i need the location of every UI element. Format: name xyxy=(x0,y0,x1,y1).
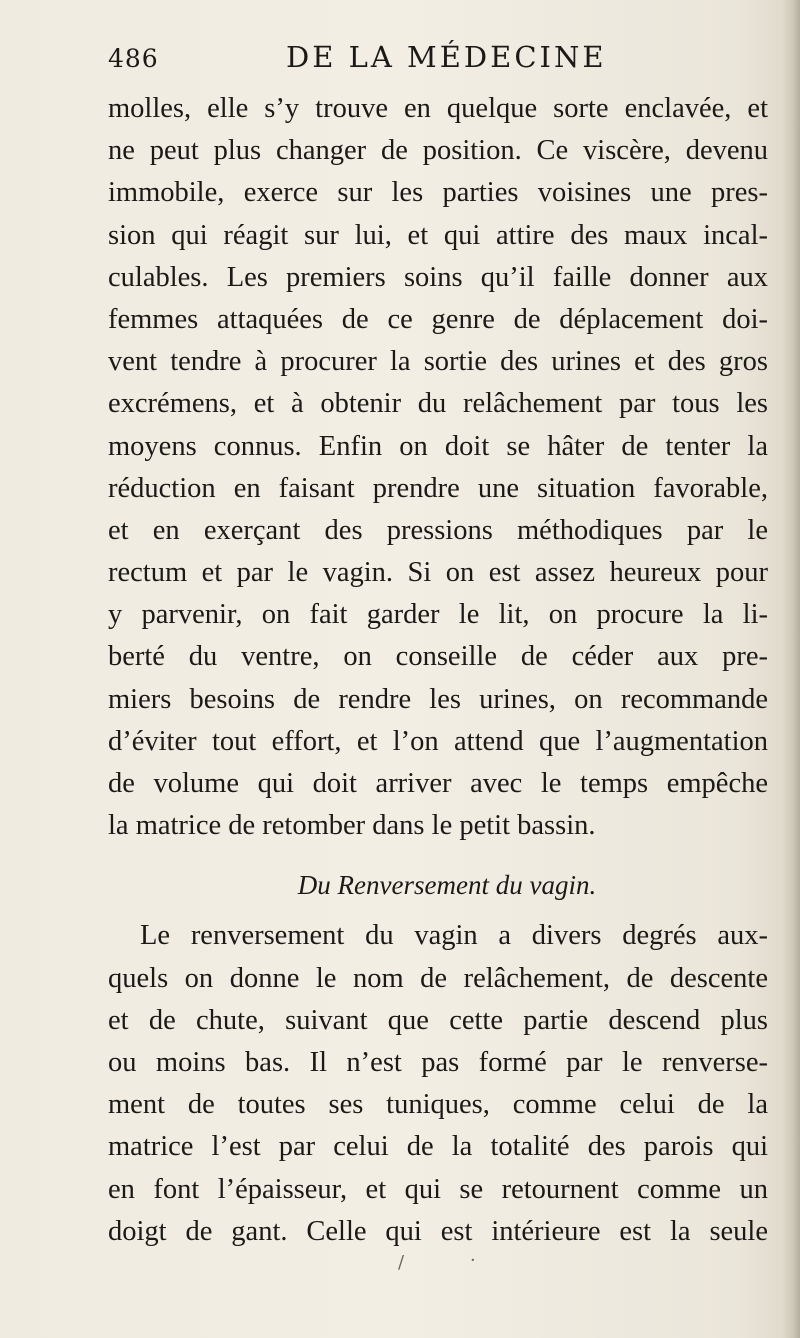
text-line: ou moins bas. Il n’est pas formé par le renverse- xyxy=(108,1046,768,1078)
text-line: réduction en faisant prendre une situation favorable, xyxy=(108,472,768,504)
text-line: femmes attaquées de ce genre de déplacement doi- xyxy=(108,303,768,335)
text-line: et de chute, suivant que cette partie descend plus xyxy=(108,1004,768,1036)
text-line: matrice l’est par celui de la totalité des parois qui xyxy=(108,1131,768,1163)
paragraph-2 xyxy=(108,915,768,1253)
running-title: DE LA MÉDECINE xyxy=(286,40,607,74)
paper-speck: / xyxy=(398,1252,405,1273)
text-line: ne peut plus changer de position. Ce viscère, devenu xyxy=(108,135,768,167)
text-line: berté du ventre, on conseille de céder aux pre- xyxy=(108,641,768,673)
text-line: y parvenir, on fait garder le lit, on procure la li- xyxy=(108,599,768,631)
section-heading: Du Renversement du vagin. xyxy=(297,870,597,901)
text-line: immobile, exerce sur les parties voisines une pres- xyxy=(108,177,768,209)
paper-speck: · xyxy=(470,1250,476,1271)
text-line: culables. Les premiers soins qu’il faille donner aux xyxy=(108,261,768,293)
text-line: de volume qui doit arriver avec le temps empêche xyxy=(108,768,768,799)
page-header xyxy=(108,38,768,84)
text-line: et en exerçant des pressions méthodiques par le xyxy=(108,514,768,546)
text-line: quels on donne le nom de relâchement, de descente xyxy=(108,962,768,994)
text-line: moyens connus. Enfin on doit se hâter de tenter la xyxy=(108,430,768,462)
text-line: vent tendre à procurer la sortie des urines et des gros xyxy=(108,346,768,378)
text-line: sion qui réagit sur lui, et qui attire des maux incal- xyxy=(108,219,768,251)
text-line: doigt de gant. Celle qui est intérieure est la seule xyxy=(108,1215,768,1247)
text-line: excrémens, et à obtenir du relâchement par tous les xyxy=(108,388,768,420)
text-line: en font l’épaisseur, et qui se retournent comme un xyxy=(108,1173,768,1205)
page-number: 486 xyxy=(108,44,159,73)
text-line: rectum et par le vagin. Si on est assez heureux pour xyxy=(108,557,768,589)
text-line: Le renversement du vagin a divers degrés aux- xyxy=(140,920,768,952)
text-line: la matrice de retomber dans le petit bassin. xyxy=(108,810,596,842)
text-line: ment de toutes ses tuniques, comme celui de la xyxy=(108,1089,768,1121)
page-edge-shadow xyxy=(782,0,800,1338)
spacer xyxy=(108,905,768,915)
text-line: molles, elle s’y trouve en quelque sorte enclavée, et xyxy=(108,93,768,124)
text-body xyxy=(108,88,768,1253)
text-line: d’éviter tout effort, et l’on attend que l’augmentation xyxy=(108,725,768,757)
paragraph-1 xyxy=(108,88,768,847)
text-line: miers besoins de rendre les urines, on recommande xyxy=(108,683,768,715)
